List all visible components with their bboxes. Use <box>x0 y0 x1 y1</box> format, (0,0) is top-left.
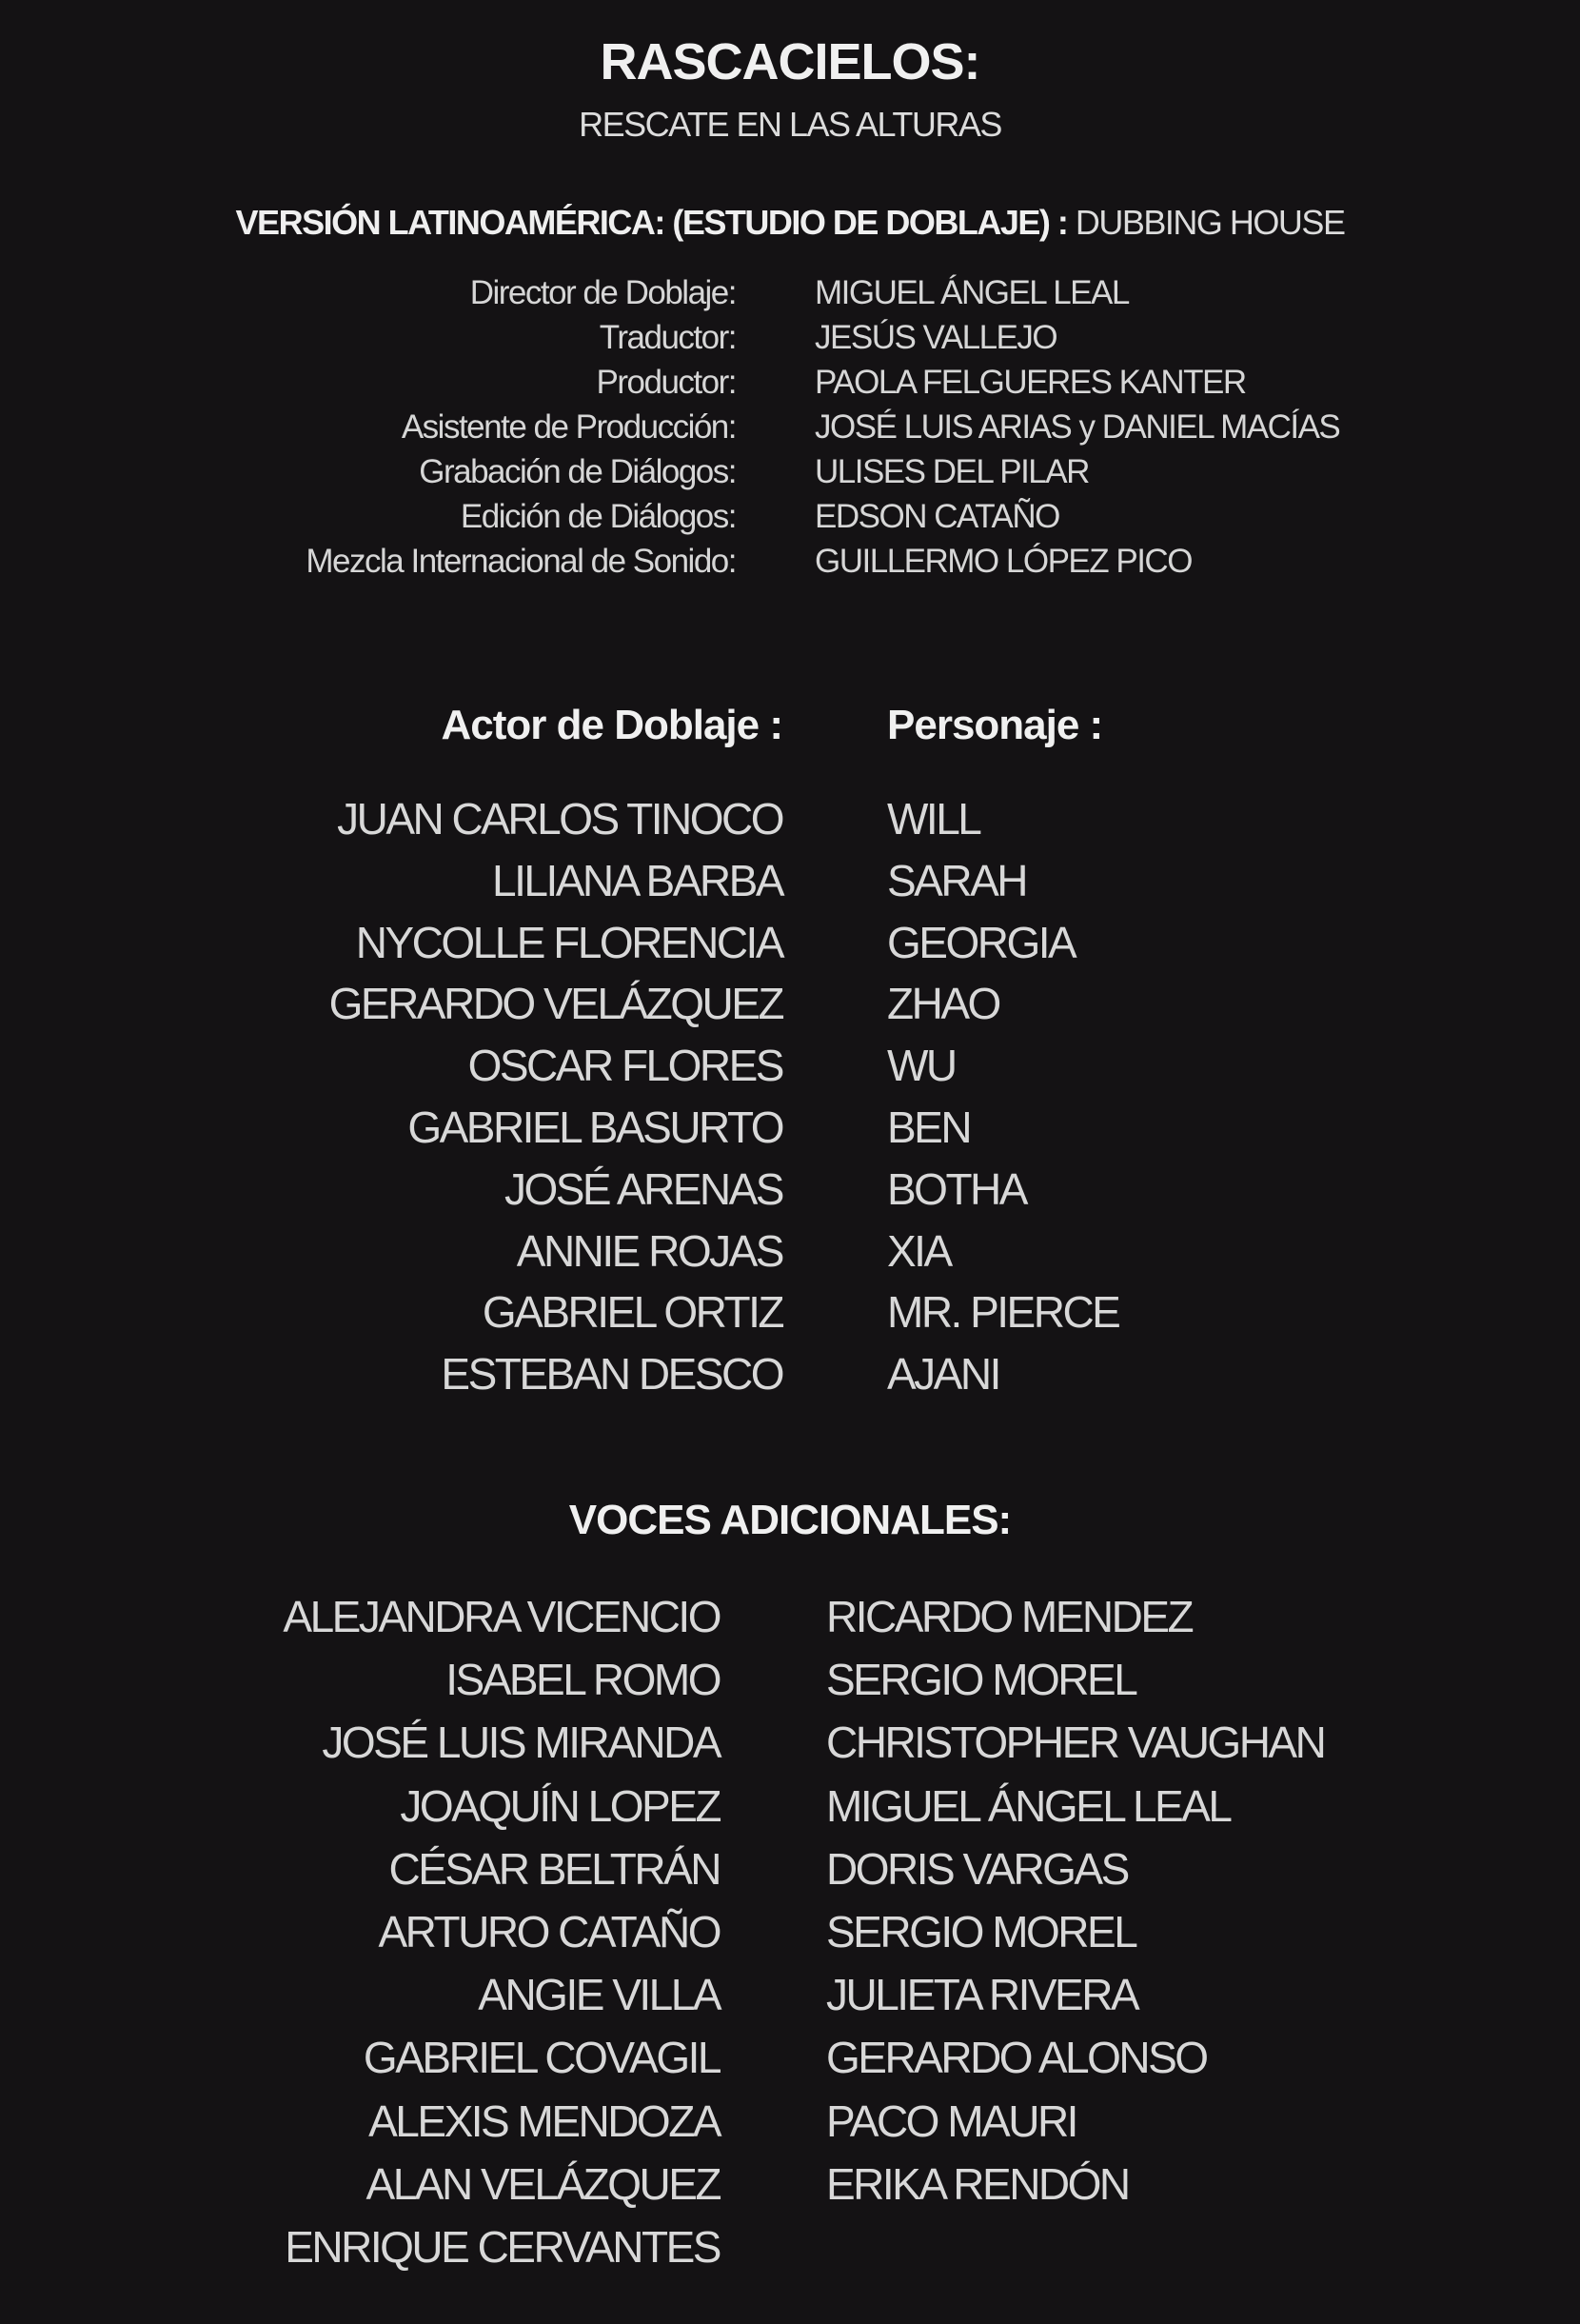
crew-role: Grabación de Diálogos: <box>419 453 736 490</box>
crew-name: EDSON CATAÑO <box>815 498 1059 535</box>
actor-name: JUAN CARLOS TINOCO <box>337 794 782 844</box>
crew-row <box>0 498 1580 543</box>
voice-actor-name: PACO MAURI <box>826 2096 1076 2146</box>
cast-row <box>0 855 1580 917</box>
studio-name: DUBBING HOUSE <box>1075 203 1345 242</box>
voice-actor-name: CÉSAR BELTRÁN <box>388 1843 720 1894</box>
voices-row <box>0 2096 1580 2158</box>
crew-row <box>0 364 1580 408</box>
character-name: BOTHA <box>887 1163 1026 1214</box>
voices-row <box>0 1654 1580 1717</box>
crew-name: ULISES DEL PILAR <box>815 453 1089 490</box>
voices-row <box>0 1591 1580 1654</box>
actor-name: NYCOLLE FLORENCIA <box>355 917 782 967</box>
voice-actor-name: ALEXIS MENDOZA <box>368 2096 720 2146</box>
version-line <box>0 203 1580 243</box>
crew-role: Mezcla Internacional de Sonido: <box>306 543 736 580</box>
crew-row <box>0 543 1580 587</box>
crew-role: Productor: <box>596 364 736 401</box>
voice-actor-name: JOSÉ LUIS MIRANDA <box>322 1718 720 1768</box>
voice-actor-name: GERARDO ALONSO <box>826 2033 1207 2083</box>
voice-actor-name: ANGIE VILLA <box>478 1970 720 2020</box>
actor-name: ESTEBAN DESCO <box>441 1349 782 1400</box>
crew-role: Traductor: <box>599 319 736 356</box>
cast-row <box>0 1348 1580 1410</box>
crew-name: JESÚS VALLEJO <box>815 319 1057 356</box>
character-name: AJANI <box>887 1349 999 1400</box>
character-name: MR. PIERCE <box>887 1287 1119 1338</box>
actor-name: GABRIEL BASURTO <box>407 1102 782 1152</box>
character-name: WILL <box>887 794 980 844</box>
voice-actor-name: RICARDO MENDEZ <box>826 1592 1193 1641</box>
voices-row <box>0 2221 1580 2284</box>
voice-actor-name: ENRIQUE CERVANTES <box>285 2221 720 2272</box>
voice-actor-name: ERIKA RENDÓN <box>826 2158 1129 2209</box>
crew-row <box>0 453 1580 498</box>
film-title: RASCACIELOS: <box>600 33 980 90</box>
voice-actor-name: ALEJANDRA VICENCIO <box>283 1592 720 1641</box>
crew-role: Asistente de Producción: <box>401 408 736 446</box>
cast-list <box>0 793 1580 1410</box>
voice-actor-name: GABRIEL COVAGIL <box>363 2033 720 2083</box>
character-name: WU <box>887 1041 956 1091</box>
voice-actor-name: MIGUEL ÁNGEL LEAL <box>826 1780 1231 1831</box>
crew-name: GUILLERMO LÓPEZ PICO <box>815 543 1192 580</box>
voice-actor-name: JOAQUÍN LOPEZ <box>400 1780 720 1831</box>
character-name: SARAH <box>887 855 1026 905</box>
crew-row <box>0 408 1580 453</box>
voice-actor-name: SERGIO MOREL <box>826 1655 1136 1705</box>
voices-row <box>0 2158 1580 2221</box>
voices-row <box>0 1969 1580 2032</box>
cast-row <box>0 1102 1580 1163</box>
voice-actor-name: JULIETA RIVERA <box>826 1970 1138 2020</box>
voice-actor-name: DORIS VARGAS <box>826 1843 1128 1894</box>
actor-name: GERARDO VELÁZQUEZ <box>328 979 782 1029</box>
cast-row <box>0 793 1580 855</box>
crew-row <box>0 274 1580 319</box>
voices-row <box>0 1717 1580 1779</box>
crew-list <box>0 274 1580 587</box>
film-subtitle: RESCATE EN LAS ALTURAS <box>579 105 1001 144</box>
cast-row <box>0 1286 1580 1348</box>
actor-name: GABRIEL ORTIZ <box>482 1287 782 1338</box>
actor-name: JOSÉ ARENAS <box>504 1163 782 1214</box>
voice-actor-name: ISABEL ROMO <box>445 1655 720 1705</box>
cast-row <box>0 1225 1580 1287</box>
character-name: XIA <box>887 1225 951 1276</box>
actor-name: LILIANA BARBA <box>492 855 782 905</box>
cast-row <box>0 1040 1580 1102</box>
voices-row <box>0 2032 1580 2095</box>
crew-name: MIGUEL ÁNGEL LEAL <box>815 274 1129 311</box>
actor-name: ANNIE ROJAS <box>516 1225 782 1276</box>
additional-voices-heading: VOCES ADICIONALES: <box>568 1497 1012 1543</box>
voice-actor-name: ALAN VELÁZQUEZ <box>365 2158 720 2209</box>
voices-row <box>0 1843 1580 1906</box>
crew-name: PAOLA FELGUERES KANTER <box>815 364 1246 401</box>
character-name: BEN <box>887 1102 971 1152</box>
cast-header <box>0 702 1580 759</box>
cast-row <box>0 917 1580 979</box>
crew-role: Director de Doblaje: <box>469 274 736 311</box>
cast-row <box>0 978 1580 1040</box>
crew-role: Edición de Diálogos: <box>460 498 736 535</box>
character-name: GEORGIA <box>887 917 1076 967</box>
crew-row <box>0 319 1580 364</box>
voice-actor-name: SERGIO MOREL <box>826 1906 1136 1957</box>
character-name: ZHAO <box>887 979 999 1029</box>
crew-name: JOSÉ LUIS ARIAS y DANIEL MACÍAS <box>815 408 1340 446</box>
voices-row <box>0 1780 1580 1843</box>
voices-row <box>0 1906 1580 1969</box>
character-column-heading: Personaje : <box>887 702 1103 748</box>
voice-actor-name: CHRISTOPHER VAUGHAN <box>826 1718 1325 1768</box>
cast-row <box>0 1163 1580 1225</box>
actor-name: OSCAR FLORES <box>467 1041 782 1091</box>
actor-column-heading: Actor de Doblaje : <box>441 702 782 748</box>
additional-voices-list <box>0 1591 1580 2284</box>
voice-actor-name: ARTURO CATAÑO <box>378 1906 720 1957</box>
version-label: VERSIÓN LATINOAMÉRICA: (ESTUDIO DE DOBLAJE) : <box>235 203 1068 242</box>
